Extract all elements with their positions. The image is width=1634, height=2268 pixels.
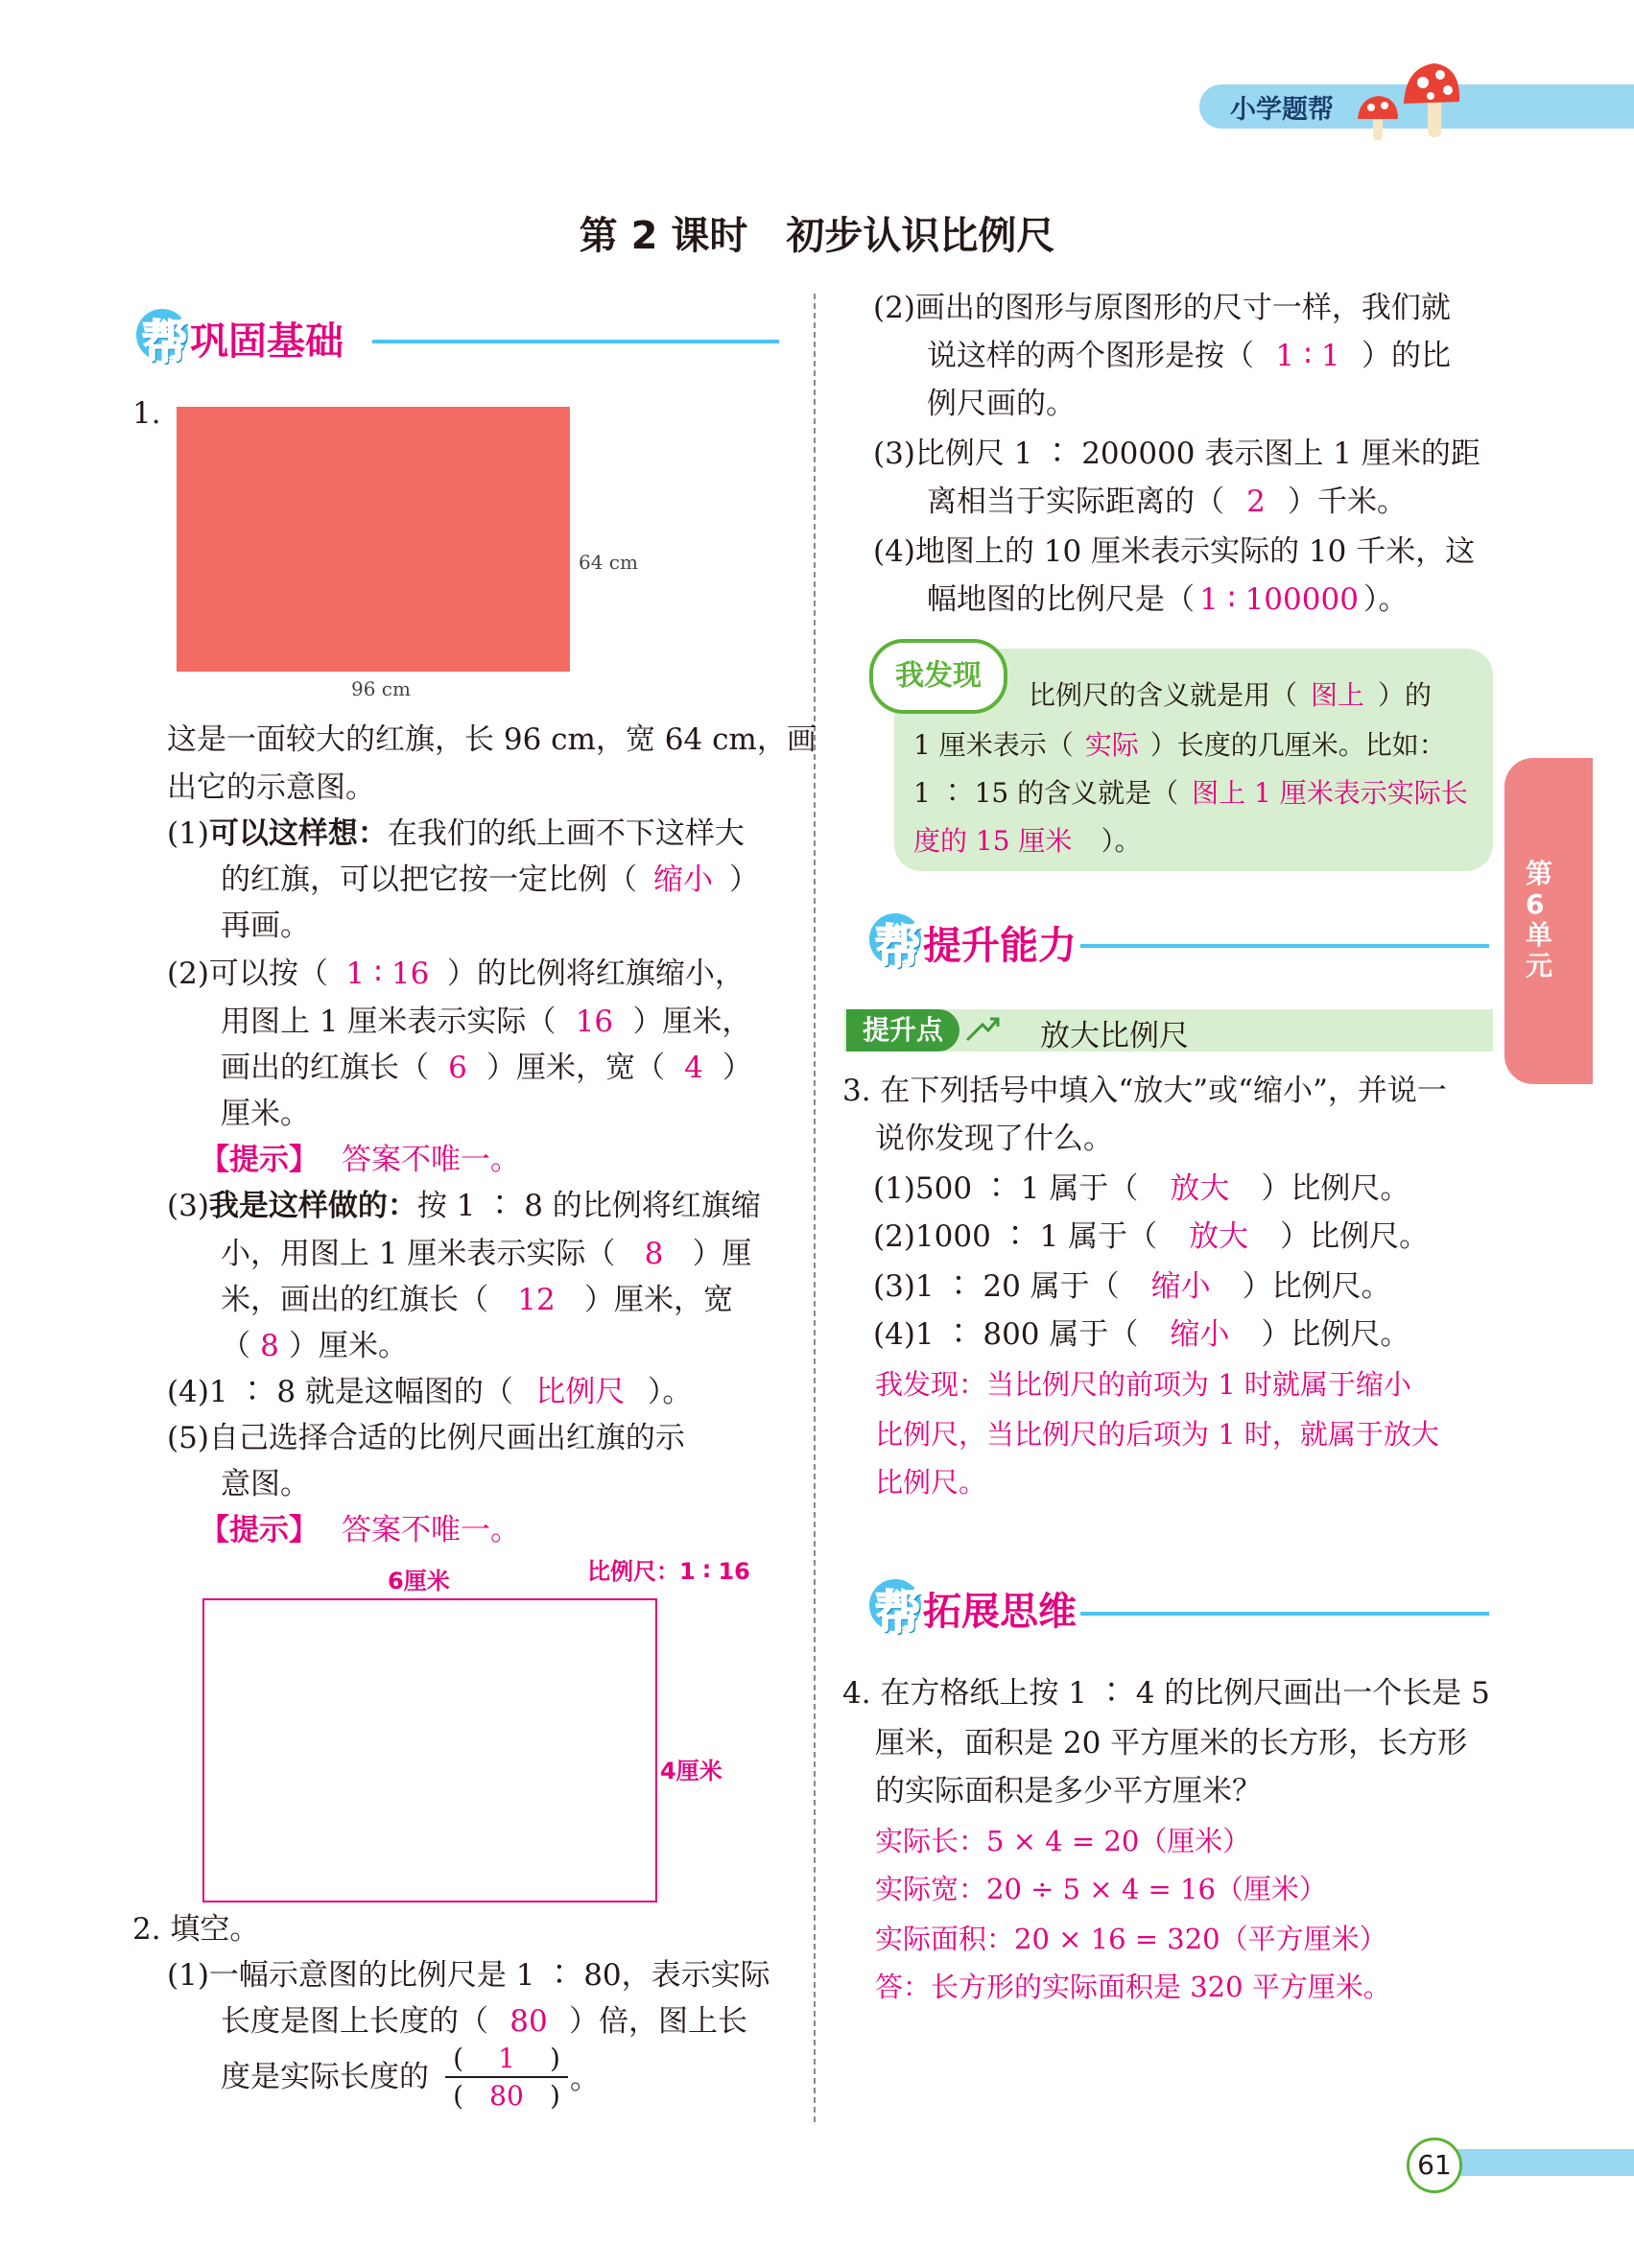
fraction: ( 1 ) ( 80 ) <box>445 2042 568 2114</box>
q1-p4: (4)1 ∶ 8 就是这幅图的（ 比例尺 ）。 <box>167 1375 693 1409</box>
unit-tab-label: 第6单元 <box>1526 858 1553 981</box>
section-improve-label: 提升能力 <box>923 924 1077 968</box>
mushroom-icon <box>1348 56 1463 147</box>
q2-p2-line1: (2)画出的图形与原图形的尺寸一样，我们就 <box>873 291 1451 325</box>
q4-answer1: 实际长：5 × 4 = 20（厘米） <box>875 1825 1251 1857</box>
q2-p2-line2: 说这样的两个图形是按（ 1 ∶ 1 ）的比 <box>927 339 1451 373</box>
q1-intro-1: 这是一面较大的红旗，长 96 cm，宽 64 cm，画 <box>167 722 817 757</box>
q1-p3-line1: (3)我是这样做的：按 1 ∶ 8 的比例将红旗缩 <box>167 1189 761 1223</box>
q2-p1-line2: 长度是图上长度的（ 80 ）倍，图上长 <box>221 2004 747 2039</box>
discover-line3: 1 ∶ 15 的含义就是（ 图上 1 厘米表示实际长 <box>913 777 1468 809</box>
q3-item2: (2)1000 ∶ 1 属于（ 放大 ）比例尺。 <box>873 1219 1430 1254</box>
page-number: 61 <box>1407 2138 1462 2193</box>
q3-finding1: 我发现：当比例尺的前项为 1 时就属于缩小 <box>875 1368 1411 1401</box>
q3-finding2: 比例尺，当比例尺的后项为 1 时，就属于放大 <box>875 1418 1439 1451</box>
answer-shrink: 缩小 <box>653 862 713 897</box>
column-divider <box>814 294 816 2122</box>
q3-item3: (3)1 ∶ 20 属于（ 缩小 ）比例尺。 <box>873 1269 1391 1304</box>
q2-p1-line1: (1)一幅示意图的比例尺是 1 ∶ 80，表示实际 <box>167 1958 770 1993</box>
q4-answer2: 实际宽：20 ÷ 5 × 4 = 16（厘米） <box>875 1873 1327 1905</box>
q1-hint2: 【提示】 答案不唯一。 <box>200 1513 520 1547</box>
q2-head: 2. 填空。 <box>132 1912 260 1947</box>
q1-p5-line2: 意图。 <box>221 1467 310 1501</box>
q2-p1-end: 。 <box>570 2062 600 2096</box>
q1-p3-line3: 米，画出的红旗长（ 12 ）厘米，宽 <box>221 1283 733 1317</box>
discover-line4: 度的 15 厘米 ）。 <box>913 825 1142 857</box>
q2-p1-line3: 度是实际长度的 <box>221 2060 429 2094</box>
page-number-bar <box>1435 2149 1634 2176</box>
q1-intro-2: 出它的示意图。 <box>167 770 375 805</box>
q1-p1-line1: (1)可以这样想：在我们的纸上画不下这样大 <box>167 816 745 851</box>
q2-p4-line2: 幅地图的比例尺是（ 1 ∶ 100000 ）。 <box>927 582 1409 617</box>
section-basic-label: 巩固基础 <box>190 319 344 364</box>
q3-head2: 说你发现了什么。 <box>875 1122 1113 1156</box>
q4-answer4: 答：长方形的实际面积是 320 平方厘米。 <box>875 1971 1391 2003</box>
q1-p5-line1: (5)自己选择合适的比例尺画出红旗的示 <box>167 1421 685 1455</box>
q1-p2-line1: (2)可以按（ 1 ∶ 16 ）的比例将红旗缩小， <box>167 957 745 991</box>
section-improve: 帮 提升能力 <box>875 910 1077 976</box>
draw-height-label: 4厘米 <box>660 1758 722 1784</box>
q3-finding3: 比例尺。 <box>875 1466 987 1499</box>
q1-hint: 【提示】 答案不唯一。 <box>200 1143 520 1177</box>
q1-p2-line4: 厘米。 <box>221 1097 310 1131</box>
q2-p3-line2: 离相当于实际距离的（ 2 ）千米。 <box>927 484 1407 519</box>
arrow-icon <box>963 1013 1002 1048</box>
q4-head1: 4. 在方格纸上按 1 ∶ 4 的比例尺画出一个长是 5 <box>842 1676 1490 1711</box>
q3-item1: (1)500 ∶ 1 属于（ 放大 ）比例尺。 <box>873 1171 1410 1206</box>
section-improve-rule <box>1080 944 1489 948</box>
discover-line1: 比例尺的含义就是用（ 图上 ）的 <box>1029 679 1433 711</box>
q1-number: 1. <box>132 396 161 431</box>
section-basic <box>142 305 343 371</box>
q2-p2-line3: 例尺画的。 <box>927 387 1076 421</box>
q3-item4: (4)1 ∶ 800 属于（ 缩小 ）比例尺。 <box>873 1317 1410 1352</box>
improve-point-tag: 提升点 <box>846 1009 959 1051</box>
improve-point-text: 放大比例尺 <box>1040 1019 1189 1053</box>
discover-badge: 我发现 <box>869 639 1007 714</box>
section-extend-label: 拓展思维 <box>923 1590 1077 1634</box>
fig-height-label: 64 cm <box>579 551 638 574</box>
draw-scale: 比例尺：1 ∶ 16 <box>587 1558 750 1585</box>
fig-width-label: 96 cm <box>351 677 411 700</box>
draw-width-label: 6厘米 <box>388 1568 450 1595</box>
q1-p3-line4: （ 8 ）厘米。 <box>221 1329 408 1363</box>
q1-p1-line3: 再画。 <box>221 909 310 943</box>
q4-head2: 厘米，面积是 20 平方厘米的长方形，长方形 <box>875 1726 1468 1760</box>
header-brand: 小学题帮 <box>1230 95 1334 125</box>
lesson-title: 第 2 课时 初步认识比例尺 <box>579 214 1055 258</box>
q4-answer3: 实际面积：20 × 16 = 320（平方厘米） <box>875 1923 1387 1955</box>
q1-p3-line2: 小，用图上 1 厘米表示实际（ 8 ）厘 <box>221 1237 752 1271</box>
section-bang: 帮 <box>142 316 189 369</box>
q3-head1: 3. 在下列括号中填入“放大”或“缩小”，并说一 <box>842 1074 1447 1108</box>
q1-p2-line3: 画出的红旗长（ 6 ）厘米，宽（ 4 ） <box>221 1051 752 1085</box>
discover-line2: 1 厘米表示（ 实际 ）长度的几厘米。比如： <box>913 729 1446 761</box>
flag-rectangle <box>177 407 570 672</box>
section-extend-rule <box>1080 1612 1489 1616</box>
section-extend: 帮 拓展思维 <box>875 1575 1077 1642</box>
q4-head3: 的实际面积是多少平方厘米？ <box>875 1774 1262 1808</box>
drawn-flag-rectangle <box>202 1598 657 1902</box>
section-basic-rule <box>372 340 779 343</box>
q1-p2-line2: 用图上 1 厘米表示实际（ 16 ）厘米， <box>221 1004 752 1039</box>
q2-p4-line1: (4)地图上的 10 厘米表示实际的 10 千米，这 <box>873 534 1476 569</box>
q1-p1-line2: 的红旗，可以把它按一定比例（ 缩小 ） <box>221 856 759 904</box>
q2-p3-line1: (3)比例尺 1 ∶ 200000 表示图上 1 厘米的距 <box>873 437 1480 471</box>
